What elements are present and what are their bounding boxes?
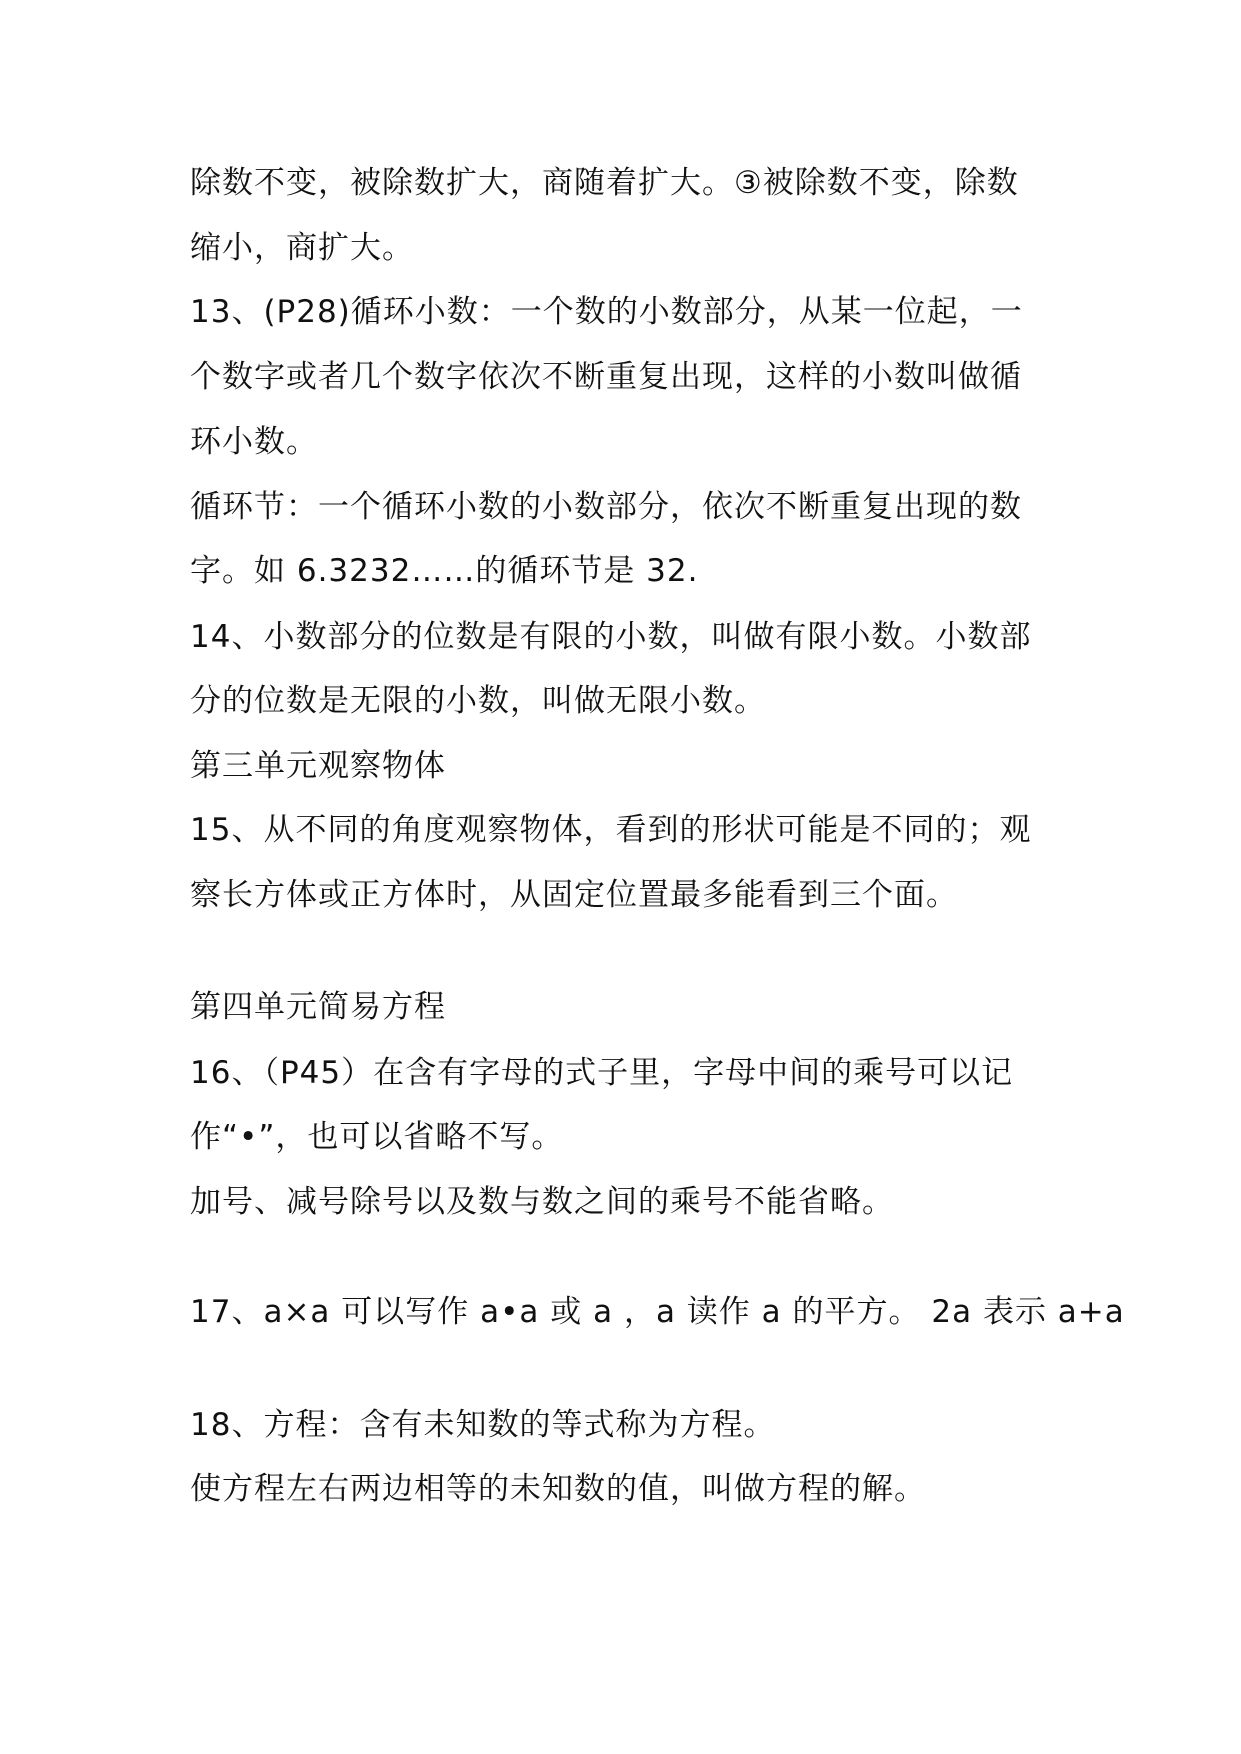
text-line: 字。如 6.3232……的循环节是 32. xyxy=(190,553,699,589)
text-line: 循环节：一个循环小数的小数部分，依次不断重复出现的数 xyxy=(190,489,1022,525)
text-line: 环小数。 xyxy=(190,424,318,460)
text-line: 加号、减号除号以及数与数之间的乘号不能省略。 xyxy=(190,1184,894,1220)
section-heading: 第四单元简易方程 xyxy=(190,989,446,1025)
text-line: 个数字或者几个数字依次不断重复出现，这样的小数叫做循 xyxy=(190,359,1022,395)
text-line: 18、方程：含有未知数的等式称为方程。 xyxy=(190,1407,776,1443)
text-line: 作“•”，也可以省略不写。 xyxy=(190,1119,564,1155)
text-line: 缩小，商扩大。 xyxy=(190,230,414,266)
text-line: 15、从不同的角度观察物体，看到的形状可能是不同的；观 xyxy=(190,812,1032,848)
text-line: 14、小数部分的位数是有限的小数，叫做有限小数。小数部 xyxy=(190,619,1032,655)
text-line: 分的位数是无限的小数，叫做无限小数。 xyxy=(190,683,766,719)
text-line: 13、(P28)循环小数：一个数的小数部分，从某一位起，一 xyxy=(190,294,1023,330)
text-line: 16、（P45）在含有字母的式子里，字母中间的乘号可以记 xyxy=(190,1055,1014,1091)
text-line: 使方程左右两边相等的未知数的值，叫做方程的解。 xyxy=(190,1471,926,1507)
text-line: 除数不变，被除数扩大，商随着扩大。③被除数不变，除数 xyxy=(190,165,1019,201)
text-line: 17、a×a 可以写作 a•a 或 a ，a 读作 a 的平方。 2a 表示 a+a xyxy=(190,1294,1125,1330)
section-heading: 第三单元观察物体 xyxy=(190,748,446,784)
text-line: 察长方体或正方体时，从固定位置最多能看到三个面。 xyxy=(190,877,958,913)
